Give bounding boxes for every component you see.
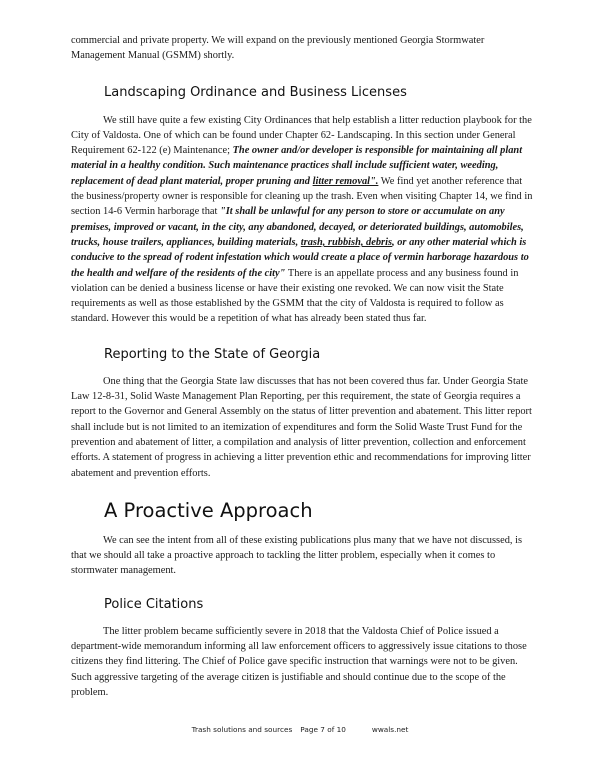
landscaping-text-1: We still have quite a few existing City Ordinances that help establish a litter reduction playbook for the City of Valdosta. One of which can be found under Chapter 62- Landscaping. In this section under General Requirement 62-122 (e) Maintenance; <box>71 114 532 157</box>
ordinance-quote-2b: , or any other material which is conducive to the spread of rodent infestation which would create a place of vermin harborage hazardous to the health and welfare of the residents of the city" <box>71 236 529 279</box>
heading-landscaping: Landscaping Ordinance and Business Licenses <box>104 84 407 100</box>
heading-reporting: Reporting to the State of Georgia <box>104 346 321 362</box>
footer-page-number: Page 7 of 10 <box>300 725 346 734</box>
proactive-paragraph: We can see the intent from all of these existing publications plus many that we have not discussed, is that we should all take a proactive approach to tackling the litter problem, especially when it comes to stormwater management. <box>71 534 523 577</box>
police-paragraph: The litter problem became sufficiently severe in 2018 that the Valdosta Chief of Police issued a department-wide memorandum informing all law enforcement officers to aggressively issue citations to those citizens they find littering. The Chief of Police gave specific instruction that warnings were not to be given. Such aggressive targeting of the average citizen is justifiable and should continue due to the scope of the problem. <box>71 625 527 698</box>
page-content <box>71 33 534 700</box>
footer-site: wwals.net <box>371 725 409 734</box>
ordinance-quote-1: The owner and/or developer is responsible for maintaining all plant material in a healthy condition. Such maintenance practices shall include sufficient water, weeding, replacement of dead plant material, proper pruning and <box>71 145 523 187</box>
landscaping-text-2: We find yet another reference that the business/property owner is responsible for cleaning up the trash. Even when visiting Chapter 14, we find in section 14-6 Vermin harborage that <box>71 175 533 218</box>
landscaping-paragraph <box>71 113 534 327</box>
page-footer <box>0 725 600 734</box>
intro-paragraph: commercial and private property. We will expand on the previously mentioned Georgia Stormwater Management Manual (GSMM) shortly. <box>71 35 485 62</box>
ordinance-quote-1-underlined: litter removal". <box>312 175 379 187</box>
heading-police: Police Citations <box>104 596 204 612</box>
ordinance-quote-2-underlined: trash, rubbish, debris <box>300 236 393 248</box>
landscaping-text-3: There is an appellate process and any business found in violation can be denied a business license or have their existing one revoked. We can now visit the State requirements as well as those established by the GSMM that the city of Valdosta is required to follow as standard. However this would be a repetition of what has already been stated thus far. <box>71 267 519 325</box>
ordinance-quote-2a: "It shall be unlawful for any person to store or accumulate on any premises, improved or vacant, in the city, any abandoned, decayed, or deteriorated buildings, automobiles, trucks, house trailers, appliances, building materials, <box>71 206 524 248</box>
reporting-paragraph: One thing that the Georgia State law discusses that has not been covered thus far. Under Georgia State Law 12-8-31, Solid Waste Management Plan Reporting, per this requirement, the state of Georgia requires a report to the Governor and General Assembly on the status of litter prevention and abatement. This litter report shall include but is not limited to an itemization of expenditures and form the Solid Waste Trust Fund for the prevention and abatement of litter, a compilation and analysis of litter prevention, collection and enforcement efforts. A statement of progress in achieving a litter prevention ethic and recommendations for improving litter abatement and prevention efforts. <box>71 375 532 479</box>
footer-title: Trash solutions and sources <box>191 725 293 734</box>
heading-proactive: A Proactive Approach <box>104 498 313 522</box>
